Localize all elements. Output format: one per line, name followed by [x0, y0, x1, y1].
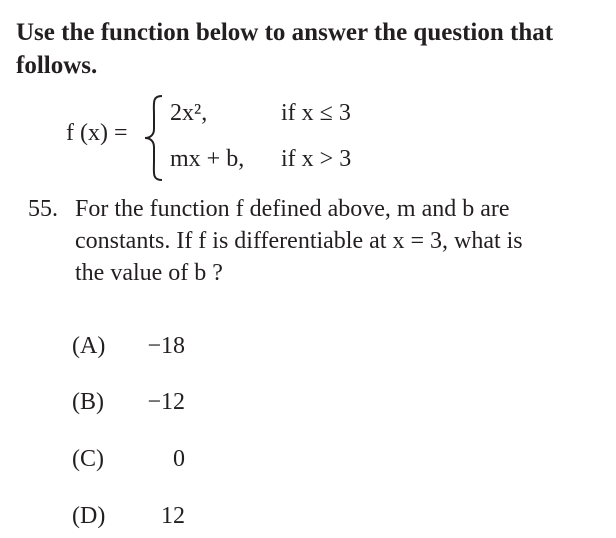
question-number: 55. — [28, 196, 58, 222]
question-line-2: constants. If f is differentiable at x = 3, what is — [75, 228, 523, 254]
option-b-value[interactable]: −12 — [147, 389, 185, 415]
option-c-value[interactable]: 0 — [173, 446, 185, 472]
case1-expression: 2x², — [170, 100, 208, 126]
option-c-letter[interactable]: (C) — [72, 446, 104, 472]
question-line-1: For the function f defined above, m and b are — [75, 196, 510, 222]
option-d-value[interactable]: 12 — [161, 503, 185, 529]
question-line-3: the value of b ? — [75, 260, 223, 286]
left-brace — [142, 93, 166, 183]
option-a-letter[interactable]: (A) — [72, 333, 106, 359]
instructions-text: Use the function below to answer the question that follows. — [16, 19, 554, 79]
option-d-letter[interactable]: (D) — [72, 503, 106, 529]
case2-condition: if x > 3 — [281, 146, 352, 172]
option-a-value[interactable]: −18 — [147, 333, 185, 359]
option-b-letter[interactable]: (B) — [72, 389, 104, 415]
function-label: f (x) = — [66, 120, 128, 146]
case2-expression: mx + b, — [170, 146, 245, 172]
case1-condition: if x ≤ 3 — [281, 100, 351, 126]
